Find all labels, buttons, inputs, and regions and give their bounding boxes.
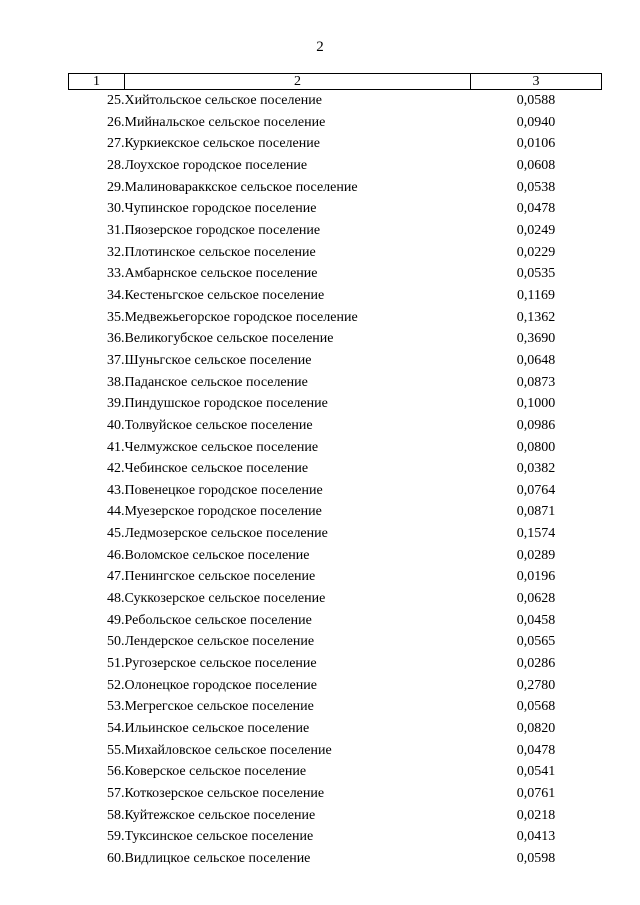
coefficient-value: 0,0873 <box>516 374 556 390</box>
settlement-name: Амбарнское сельское поселение <box>124 266 318 282</box>
row-number: 58. <box>107 807 125 823</box>
settlement-name: Чупинское городское поселение <box>124 201 317 217</box>
row-number: 27. <box>107 136 125 152</box>
row-number: 29. <box>107 179 125 195</box>
table-row <box>69 242 602 264</box>
settlement-name: Лендерское сельское поселение <box>124 634 315 650</box>
settlement-name: Шуньгское сельское поселение <box>124 352 312 368</box>
table-row <box>69 372 602 394</box>
row-number: 57. <box>107 786 125 801</box>
row-number: 50. <box>107 634 125 650</box>
coefficient-value: 0,0106 <box>516 136 556 152</box>
settlement-name: Мегрегское сельское поселение <box>124 699 314 715</box>
settlement-name: Мийнальское сельское поселение <box>124 114 326 130</box>
table-row <box>69 523 602 545</box>
table-row <box>69 220 602 242</box>
table-row <box>69 393 602 415</box>
settlement-name: Медвежьегорское городское поселение <box>124 309 358 325</box>
coefficient-value: 0,0382 <box>516 461 556 477</box>
coefficient-value: 0,0218 <box>516 807 556 823</box>
settlement-name: Суккозерское сельское поселение <box>124 591 326 607</box>
settlement-name: Ильинское сельское поселение <box>124 721 310 737</box>
table-body <box>69 90 602 870</box>
table-row <box>69 610 602 632</box>
table-row <box>69 783 602 805</box>
coefficient-value: 0,0196 <box>516 569 556 585</box>
coefficient-value: 0,0761 <box>516 786 556 801</box>
coefficient-value: 0,0871 <box>516 504 556 520</box>
coefficient-value: 0,0940 <box>516 114 556 130</box>
settlement-name: Ребольское сельское поселение <box>124 612 312 628</box>
table-row <box>69 263 602 285</box>
settlement-name: Паданское сельское поселение <box>124 374 308 390</box>
coefficient-value: 0,0820 <box>516 721 556 737</box>
settlement-name: Ледмозерское сельское поселение <box>124 526 328 542</box>
row-number: 48. <box>107 591 125 607</box>
row-number: 34. <box>107 287 125 303</box>
settlement-name: Ругозерское сельское поселение <box>124 656 317 672</box>
coefficient-value: 0,0986 <box>516 417 556 433</box>
coefficient-value: 0,0249 <box>516 222 556 238</box>
settlement-name: Плотинское сельское поселение <box>124 244 316 260</box>
coefficient-value: 0,0478 <box>516 742 556 758</box>
coefficient-value: 0,0229 <box>516 244 556 260</box>
row-number: 38. <box>107 374 125 390</box>
row-number: 37. <box>107 352 125 368</box>
row-number: 55. <box>107 742 125 758</box>
row-number: 53. <box>107 699 125 715</box>
settlement-name: Толвуйское сельское поселение <box>124 417 313 433</box>
table-row <box>69 415 602 437</box>
table-row <box>69 133 602 155</box>
coefficient-value: 0,0648 <box>516 352 556 368</box>
table-row <box>69 718 602 740</box>
row-number: 46. <box>107 547 125 563</box>
row-number: 33. <box>107 266 125 282</box>
coefficient-value: 0,0568 <box>516 699 556 715</box>
row-number: 25. <box>107 93 125 108</box>
row-number: 39. <box>107 396 125 412</box>
row-number: 26. <box>107 114 125 130</box>
settlement-name: Хийтольское сельское поселение <box>124 93 322 108</box>
table-row <box>69 566 602 588</box>
settlement-name: Повенецкое городское поселение <box>124 482 323 498</box>
settlement-name: Видлицкое сельское поселение <box>124 850 311 866</box>
row-number: 32. <box>107 244 125 260</box>
settlement-name: Кестеньгское сельское поселение <box>124 287 325 303</box>
settlement-name: Малиновараккское сельское поселение <box>124 179 358 195</box>
coefficient-value: 0,0286 <box>516 656 556 672</box>
table-row <box>69 761 602 783</box>
row-number: 28. <box>107 157 125 173</box>
coefficient-value: 0,0628 <box>516 591 556 607</box>
table-header-row <box>69 74 602 90</box>
table-row <box>69 805 602 827</box>
coefficient-value: 0,3690 <box>516 331 556 347</box>
coefficient-value: 0,0538 <box>516 179 556 195</box>
row-number: 42. <box>107 461 125 477</box>
table-row <box>69 740 602 762</box>
settlement-name: Пенингское сельское поселение <box>124 569 316 585</box>
table-row <box>69 631 602 653</box>
column-header-number: 1 <box>69 74 125 90</box>
row-number: 36. <box>107 331 125 347</box>
settlement-name: Туксинское сельское поселение <box>124 829 314 845</box>
table-row <box>69 328 602 350</box>
coefficient-value: 0,1362 <box>516 309 556 325</box>
table-row <box>69 653 602 675</box>
table-row <box>69 458 602 480</box>
column-header-name: 2 <box>125 74 471 90</box>
table-row <box>69 501 602 523</box>
row-number: 45. <box>107 526 125 542</box>
coefficient-value: 0,0458 <box>516 612 556 628</box>
settlement-name: Лоухское городское поселение <box>124 157 308 173</box>
coefficient-value: 0,0588 <box>516 93 556 108</box>
table-row <box>69 285 602 307</box>
coefficient-value: 0,1000 <box>516 396 556 412</box>
row-number: 56. <box>107 764 125 780</box>
row-number: 41. <box>107 439 125 455</box>
row-number: 47. <box>107 569 125 585</box>
table-row <box>69 198 602 220</box>
table-row <box>69 588 602 610</box>
table-row <box>69 675 602 697</box>
coefficient-value: 0,0800 <box>516 439 556 455</box>
settlement-name: Куркиекское сельское поселение <box>124 136 320 152</box>
coefficient-value: 0,0541 <box>516 764 556 780</box>
row-number: 43. <box>107 482 125 498</box>
settlement-name: Коверское сельское поселение <box>124 764 307 780</box>
table-row <box>69 480 602 502</box>
settlement-name: Муезерское городское поселение <box>124 504 322 520</box>
coefficient-value: 0,0608 <box>516 157 556 173</box>
row-number: 40. <box>107 417 125 433</box>
settlement-name: Олонецкое городское поселение <box>124 677 317 693</box>
coefficient-value: 0,0478 <box>516 201 556 217</box>
table-row <box>69 307 602 329</box>
row-number: 35. <box>107 309 125 325</box>
coefficient-value: 0,0598 <box>516 850 556 866</box>
settlement-name: Челмужское сельское поселение <box>124 439 319 455</box>
coefficient-value: 0,0413 <box>516 829 556 845</box>
table-row <box>69 350 602 372</box>
coefficient-value: 0,1574 <box>516 526 556 542</box>
table-row <box>69 437 602 459</box>
table-row <box>69 155 602 177</box>
settlement-name: Воломское сельское поселение <box>124 547 310 563</box>
coefficient-value: 0,0764 <box>516 482 556 498</box>
row-number: 54. <box>107 721 125 737</box>
row-number: 31. <box>107 222 125 238</box>
row-number: 44. <box>107 504 125 520</box>
table-row <box>69 112 602 134</box>
row-number: 59. <box>107 829 125 845</box>
table-row <box>69 848 602 870</box>
page-number: 2 <box>316 39 324 55</box>
column-header-value: 3 <box>471 74 602 90</box>
table-row <box>69 90 602 112</box>
coefficient-value: 0,0535 <box>516 266 556 282</box>
settlement-name: Куйтежское сельское поселение <box>124 807 316 823</box>
settlement-name: Михайловское сельское поселение <box>124 742 332 758</box>
coefficient-value: 0,1169 <box>517 287 555 303</box>
settlement-name: Пяозерское городское поселение <box>124 222 321 238</box>
row-number: 49. <box>107 612 125 628</box>
table-row <box>69 696 602 718</box>
coefficient-value: 0,0565 <box>516 634 556 650</box>
table-row <box>69 177 602 199</box>
row-number: 30. <box>107 201 125 217</box>
row-number: 52. <box>107 677 125 693</box>
table-row <box>69 826 602 848</box>
settlement-name: Великогубское сельское поселение <box>124 331 334 347</box>
table-row <box>69 545 602 567</box>
settlement-name: Чебинское сельское поселение <box>124 461 309 477</box>
settlement-name: Коткозерское сельское поселение <box>124 786 325 801</box>
settlements-table <box>68 73 602 870</box>
settlement-name: Пиндушское городское поселение <box>124 396 328 412</box>
coefficient-value: 0,0289 <box>516 547 556 563</box>
row-number: 51. <box>107 656 125 672</box>
coefficient-value: 0,2780 <box>516 677 556 693</box>
row-number: 60. <box>107 850 125 866</box>
